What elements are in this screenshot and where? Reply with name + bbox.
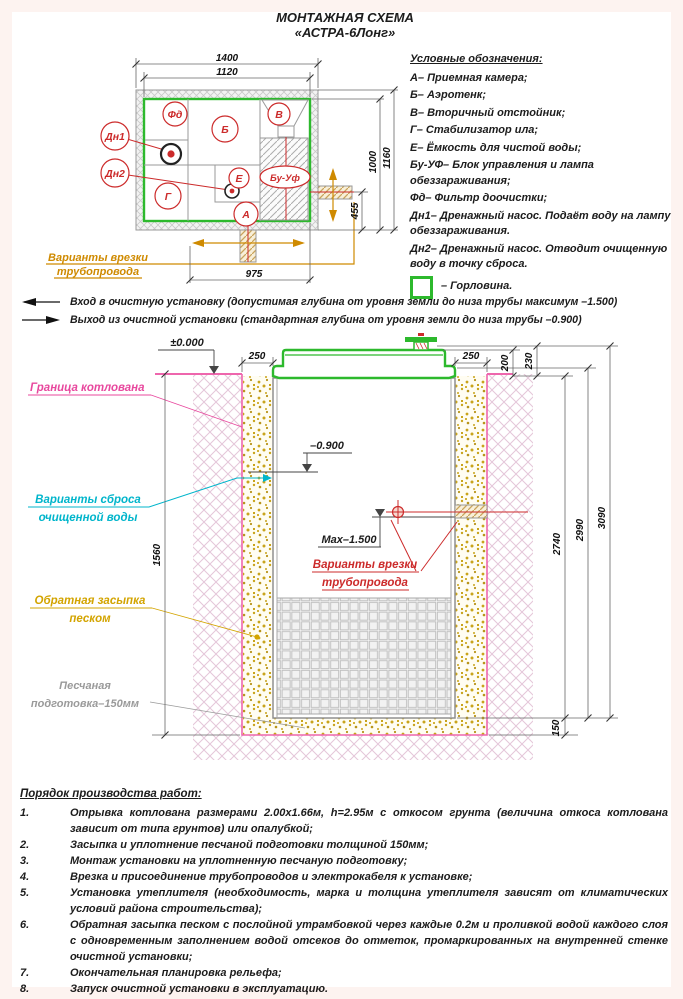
flow-inlet-row [20,294,675,310]
pit-boundary-label: Граница котлована [30,382,145,394]
legend-item-dn1: Дн1– Дренажный насос. Подаёт воду на лампу обеззараживания. [410,209,671,237]
legend [410,52,674,299]
item-number: 4. [20,871,30,883]
legend-item-e: Е– Ёмкость для чистой воды; [410,141,582,154]
level-zero: ±0.000 [170,337,204,349]
sand-bed-label-line2: подготовка–150мм [30,698,140,710]
item-text: Засыпка и уплотнение песчаной подготовки толщиной 150мм; [70,839,429,851]
legend-item-a: А– Приемная камера; [410,71,528,84]
discharge-label-line1: Варианты сброса [35,494,141,506]
dim-150: 150 [551,719,562,737]
item-text: Запуск очистной установки в эксплуатацию. [70,983,329,995]
flow-outlet-row [20,312,675,328]
legend-item-g: Г– Стабилизатор ила; [410,124,539,136]
item-number: 2. [20,839,30,851]
item-number: 5. [20,887,30,899]
dim-1560: 1560 [152,543,163,567]
backfill-sand-right [455,376,487,718]
dim-1160: 1160 [382,147,393,169]
label-dn2: Дн2 [105,168,125,180]
plan-pipe-note-line1: Варианты врезки [48,252,148,264]
work-order-item [20,837,668,853]
dim-3090: 3090 [597,506,608,530]
item-number: 1. [20,807,30,819]
backfill-label-line1: Обратная засыпка [34,595,146,607]
dim-230: 230 [524,352,535,370]
work-order [20,786,668,997]
inlet-arrow-icon [20,296,62,308]
item-number: 3. [20,855,30,867]
dim-975: 975 [245,269,263,280]
dim-1120: 1120 [216,67,238,78]
flow-inlet-text: Вход в очистную установку (допустимая глубина от уровня земли до низа трубы максимум –1.500) [70,296,618,308]
level-max-1500: Max–1.500 [321,534,377,546]
item-text: Врезка и присоединение трубопроводов и электрокабеля к установке; [70,871,473,883]
plan-pipe-note-line2: трубопровода [56,266,140,278]
work-order-item [20,917,668,965]
label-b: Б [221,124,229,136]
work-order-item [20,805,668,837]
dim-2740: 2740 [552,532,563,556]
item-text: Окончательная планировка рельефа; [70,967,282,979]
outlet-arrow-icon [20,314,62,326]
dim-250-right: 250 [462,351,480,362]
work-order-header: Порядок производства работ: [20,788,202,800]
label-e: Е [235,173,243,185]
item-text: Обратная засыпка песком с послойной утрамбовкой через каждые 0.2м и проливкой водой каждого слоя с одновременным заполнением водой отсеков до отметок, промаркированных на внутренней стенке очистной установки; [70,919,668,963]
legend-item-fd: Фд– Фильтр доочистки; [410,192,548,204]
flow-outlet-text: Выход из очистной установки (стандартная глубина от уровня земли до низа трубы –0.900) [70,314,582,326]
work-order-item [20,965,668,981]
sand-bed-label-line1: Песчаная [59,680,111,692]
section-pipe-note-line2: трубопровода [322,577,408,589]
lid-vent [405,333,437,350]
legend-item-b: Б– Аэротенк; [410,89,487,101]
level-minus-0900: –0.900 [310,440,344,452]
tank-ballast-grid [277,598,451,714]
legend-neck-label: – Горловина. [441,280,513,293]
page-title [225,10,465,40]
legend-item-bu-uf: Бу-УФ– Блок управления и лампа обеззараживания; [410,159,594,187]
work-order-item [20,981,668,997]
sand-bed-layer [243,718,487,735]
dim-200: 200 [500,354,511,372]
discharge-label-line2: очищенной воды [38,512,138,524]
dim-455: 455 [350,202,361,220]
item-number: 6. [20,919,30,931]
legend-item-v: В– Вторичный отстойник; [410,106,566,119]
legend-header: Условные обозначения: [410,53,543,65]
label-bu-uf: Бу-Уф [270,173,300,184]
dim-1400: 1400 [215,53,239,64]
item-text: Отрывка котлована размерами 2.00х1.66м, h=2.95м с откосом грунта (величина откоса котлована зависит от типа грунтов) или опалубкой; [70,807,668,835]
plan-view [18,50,410,292]
work-order-item [20,869,668,885]
label-v: В [275,109,283,121]
label-g: Г [164,191,172,203]
legend-item-dn2: Дн2– Дренажный насос. Отводит очищенную воду в точку сброса. [410,242,668,270]
section-tank [273,333,455,718]
title-line2: «АСТРА-6Лонг» [294,25,396,40]
dim-250-left: 250 [248,351,266,362]
item-number: 7. [20,967,30,979]
work-order-item [20,885,668,917]
tank-lid [273,350,455,378]
label-fd: Фд [167,109,183,121]
label-dn1: Дн1 [105,131,125,143]
section-view [0,330,683,780]
item-text: Установка утеплителя (необходимость, марка и толщина утеплителя зависят от климатических условий района строительства); [70,887,668,915]
title-line1: МОНТАЖНАЯ СХЕМА [276,10,414,25]
backfill-sand-left [243,376,273,718]
dim-2990: 2990 [575,518,586,542]
item-number: 8. [20,983,30,995]
section-pipe-note-line1: Варианты врезки [312,559,418,571]
dim-1000: 1000 [368,150,379,174]
work-order-item [20,853,668,869]
label-a: А [242,209,250,221]
backfill-label-line2: песком [69,613,111,625]
item-text: Монтаж установки на уплотненную песчаную подготовку; [70,855,408,867]
